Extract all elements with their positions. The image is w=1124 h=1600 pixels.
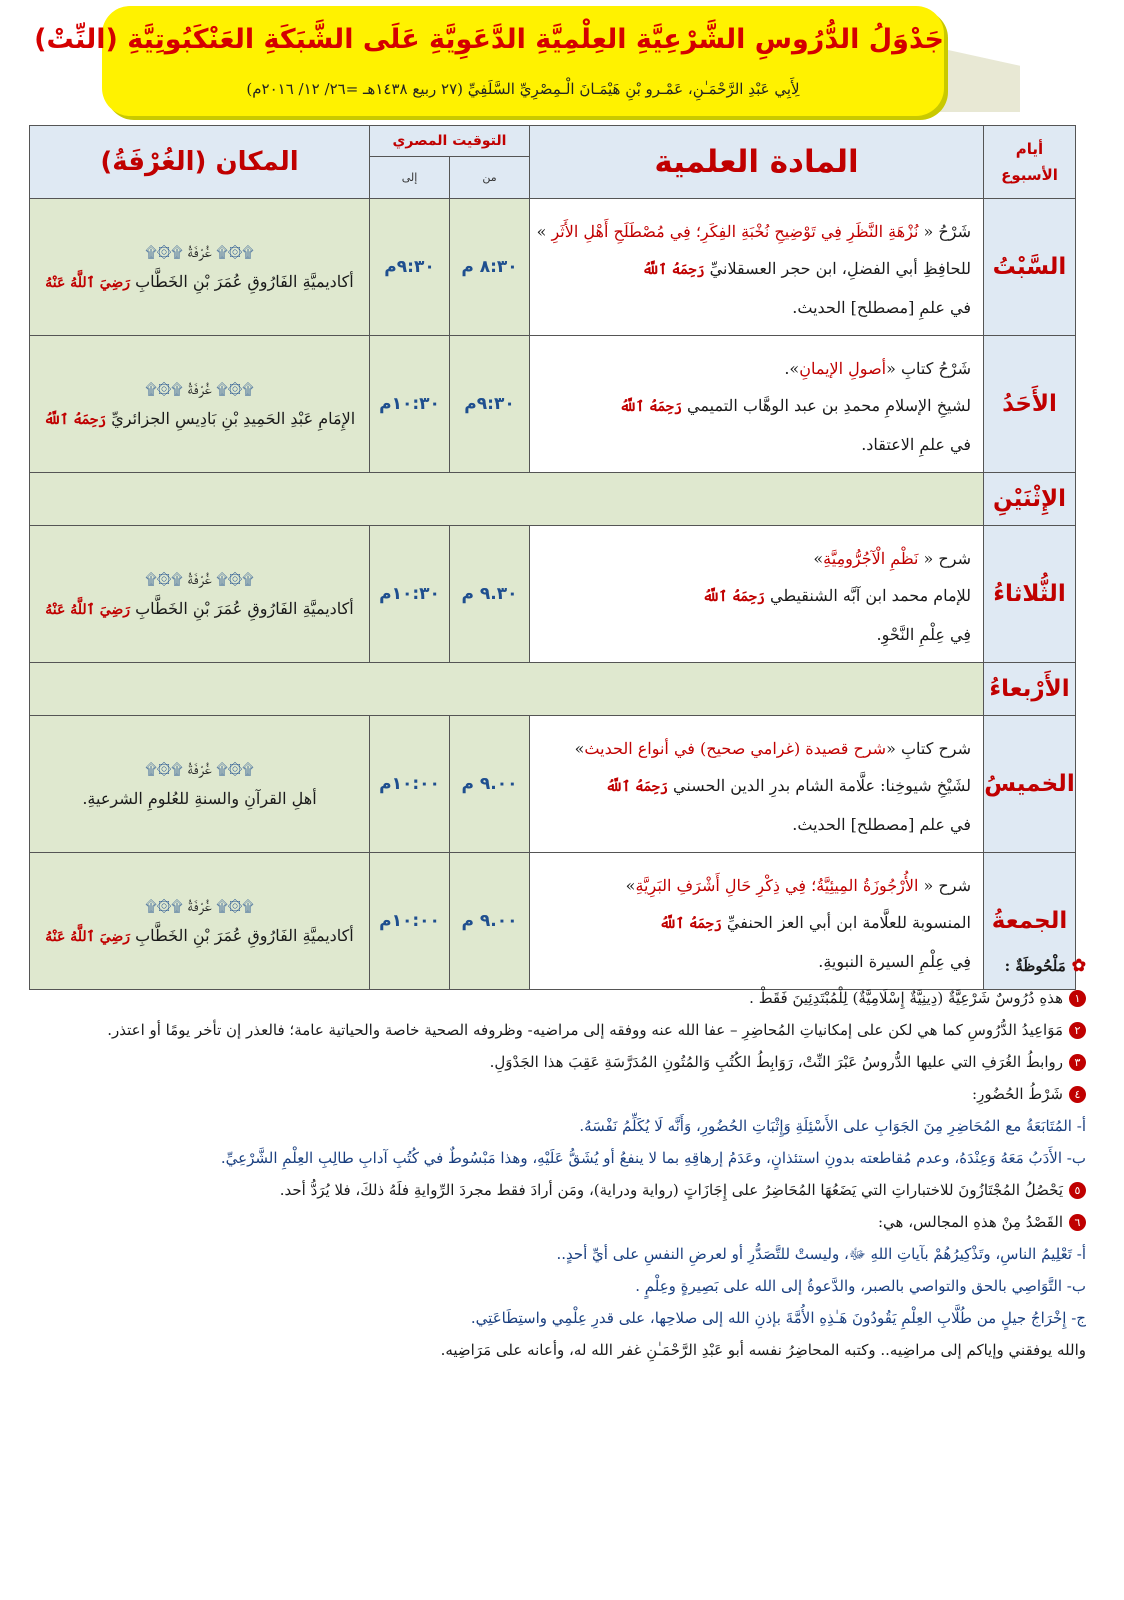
subject-line: [542, 250, 971, 289]
page-subtitle: لِأَبِي عَبْدِ الرَّحْمَـٰنِ، عَمْـرو بْنِ هَيْمَـانَ الْـمِصْرِيِّ السَّلَفِيِّ (٢٧ ربيع ١٤٣٨هـ =٢٦/ ١٢/ ٢٠١٦م): [246, 80, 800, 98]
subject-line: [542, 730, 971, 767]
note-number-badge: ٢: [1069, 1022, 1086, 1039]
subject-text: لشَيْخِ شيوخِنا: علَّامة الشام بدرِ الدين الحسني: [667, 775, 971, 795]
subject-line: [542, 387, 971, 426]
room-deco: ۩۞۩: [145, 896, 188, 915]
subject-line: [542, 426, 971, 463]
subject-text: شَرْحُ «: [918, 221, 971, 241]
page-title: جَدْوَلُ الدُّرُوسِ الشَّرْعِيَّةِ العِلْمِيَّةِ الدَّعَوِيَّةِ عَلَى الشَّبَكَةِ العَنْكَبُوتِيَّةِ (النِّتْ): [34, 24, 944, 55]
room-title: أهلِ القرآنِ والسنةِ للعُلومِ الشرعيةِ.: [82, 789, 317, 808]
note-subitem: [36, 1238, 1086, 1270]
book-title: نَظْمِ الْآجُرُّومِيَّةِ: [823, 548, 919, 568]
note-item: [36, 1014, 1086, 1046]
note-text: التَّوَاصِي بالحق والتواصي بالصبر، والدَّعوةُ إلى الله على بَصِيرةٍ وعِلْمٍ .: [635, 1277, 1063, 1295]
note-number-badge: ٤: [1069, 1086, 1086, 1103]
table-header-row: [30, 126, 1076, 157]
subject-text: في علمِ الاعتقاد.: [861, 434, 971, 454]
note-sub-marker: ج-: [1066, 1309, 1086, 1327]
honorific: رَضِيَ ٱللَّهُ عَنْهُ: [45, 928, 131, 945]
note-subitem: [36, 1302, 1086, 1334]
subject-text: شرح كتابِ «: [886, 738, 971, 758]
table-row: [30, 336, 1076, 473]
note-text: يَحْصُلُ المُجْتَازُونَ للاختباراتِ التي يَضَعُهَا المُحَاضِرُ على إِجَازَاتٍ (رواية ودراية)، ومَن أرادَ فقط مجردَ الرِّوايةِ فلَهُ ذلكَ، فلا يُرَدُّ أحد.: [279, 1181, 1063, 1199]
room-cell: [30, 199, 370, 336]
room-name: [30, 594, 369, 625]
header-days: [984, 126, 1076, 199]
subject-line: [536, 213, 971, 250]
time-to: ١٠:٣٠م: [370, 526, 450, 663]
note-item: [36, 1206, 1086, 1238]
honorific: رَحِمَهُ ٱللَّهُ: [43, 411, 107, 428]
subject-text: في علم [مصطلح] الحديث.: [792, 814, 971, 834]
subject-text: شرح «: [918, 875, 971, 895]
header-to: إلى: [370, 157, 450, 199]
room-cell: [30, 716, 370, 853]
note-text: القَصْدُ مِنْ هذهِ المجالس، هي:: [877, 1213, 1063, 1231]
day-cell: الثُّلاثاءُ: [984, 526, 1076, 663]
room-cell: [30, 526, 370, 663]
subject-line: [542, 867, 971, 904]
time-from: ٩.٣٠ م: [450, 526, 530, 663]
schedule-table: [29, 125, 1076, 990]
subject-text: ».: [784, 358, 800, 378]
subject-line: [542, 289, 971, 326]
time-to: ١٠:٠٠م: [370, 853, 450, 990]
note-subitem: [36, 1110, 1086, 1142]
room-name: [30, 267, 369, 298]
subject-text: »: [813, 548, 824, 568]
subject-text: للحافِظِ أبي الفضلِ، ابن حجر العسقلانيِّ: [704, 258, 971, 278]
subject-text: »: [625, 875, 636, 895]
header-days-line1: أيام: [1015, 140, 1044, 158]
subject-line: [542, 806, 971, 843]
note-sub-marker: ب-: [1062, 1149, 1086, 1167]
subject-text: »: [574, 738, 585, 758]
subject-text: فِي عِلْمِ السيرة النبويةِ.: [818, 951, 971, 971]
note-sub-marker: ب-: [1062, 1277, 1086, 1295]
room-deco: ۩۞۩: [145, 569, 188, 588]
room-deco: ۩۞۩: [145, 760, 188, 778]
honorific: رَحِمَهُ ٱللَّهُ: [619, 398, 682, 415]
day-cell: الأَرْبعاءُ: [984, 663, 1076, 716]
subject-text: في علمِ [مصطلح] الحديث.: [792, 297, 971, 317]
time-from: ٩.٠٠ م: [450, 716, 530, 853]
note-text: المُتَابَعَةُ مع المُحَاضِرِ مِنَ الجَوَابِ على الأَسْئِلَةِ وَإِثْبَاتِ الحُضُورِ، وَأَنَّه لَا يُكَلِّمُ نَفْسَهُ.: [579, 1117, 1072, 1135]
book-title: أصولِ الإيمانِ: [799, 358, 887, 378]
subject-text: شرح «: [918, 548, 971, 568]
room-title: أكاديميَّةِ الفَارُوقِ عُمَرَ بْنِ الخَطَّابِ: [130, 271, 354, 291]
room-tag: [30, 237, 369, 267]
room-name: [30, 404, 369, 435]
honorific: رَحِمَهُ ٱللَّهُ: [605, 778, 668, 795]
room-name: [30, 784, 369, 814]
subject-line: [542, 616, 971, 653]
subject-cell: [530, 336, 984, 473]
note-number-badge: ١: [1069, 990, 1086, 1007]
subject-line: [542, 540, 971, 577]
header-from: من: [450, 157, 530, 199]
note-item: [36, 1174, 1086, 1206]
header-subject: المادة العلمية: [530, 126, 984, 199]
notes-section: [36, 950, 1086, 1366]
book-title: نُزْهَةِ النَّظَرِ فِي تَوْضِيحِ نُخْبَةِ الفِكَرِ؛ فِي مُصْطَلَحِ أَهْلِ الأَثَرِ: [551, 221, 919, 241]
empty-cell: [30, 473, 984, 526]
honorific: رَضِيَ ٱللَّهُ عَنْهُ: [45, 601, 131, 618]
honorific: رَحِمَهُ ٱللَّهُ: [702, 588, 765, 605]
room-deco: ۩۞۩: [211, 242, 254, 261]
room-label: غُرْفَةُ: [187, 569, 212, 588]
room-deco: ۩۞۩: [211, 569, 254, 588]
note-item: [36, 982, 1086, 1014]
room-title: أكاديميَّةِ الفَارُوقِ عُمَرَ بْنِ الخَطَّابِ: [130, 598, 354, 618]
book-title: شرح قصيدة (غرامي صحيح) في أنواع الحديث: [584, 738, 887, 758]
room-title: الإِمَامِ عَبْدِ الحَمِيدِ بْنِ بَادِيسِ الجزائريِّ: [106, 408, 356, 428]
subject-text: شَرْحُ كتابِ «: [886, 358, 971, 378]
honorific: رَحِمَهُ ٱللَّهُ: [642, 261, 705, 278]
room-deco: ۩۞۩: [211, 760, 254, 778]
table-row: [30, 473, 1076, 526]
note-item: [36, 1046, 1086, 1078]
note-text: إِخْرَاجُ جيلٍ من طُلَّابِ العِلْمِ يَقُودُونَ هَـٰذِهِ الأُمَّةَ بإذنِ الله إلى صلاحِها، على قدرِ عِلْمِي واستِطَاعَتِي.: [470, 1309, 1067, 1327]
honorific: رَحِمَهُ ٱللَّهُ: [659, 915, 722, 932]
subject-cell: [530, 199, 984, 336]
room-deco: ۩۞۩: [211, 379, 254, 398]
note-text: تَعْلِيمُ الناسِ، وتَذْكِيرُهُمْ بآياتِ اللهِ ﷻ، وليستْ للتَّصَدُّرِ أو لعرضِ النفسِ على أيِّ أحدٍ..: [556, 1245, 1072, 1263]
room-tag: [30, 564, 369, 594]
table-row: [30, 526, 1076, 663]
note-text: روابطُ الغُرَفِ التي عليها الدُّروسُ عَبْرَ النِّتْ، رَوَابِطُ الكُتُبِ وَالمُتُونِ المُدَرَّسَةِ عَقِبَ هذا الجَدْوَلِ.: [489, 1053, 1063, 1071]
note-text: والله يوفقني وإياكم إلى مراضِيه.. وكتبه المحاضِرُ نفسه أبو عَبْدِ الرَّحْمَـٰنِ غفر الله له، وأعانه على مَرَاضِيه.: [440, 1341, 1086, 1359]
note-item: [36, 1078, 1086, 1110]
room-tag: [30, 891, 369, 921]
subject-text: المنسوبة للعلَّامة ابن أبي العز الحنفيِّ: [721, 912, 971, 932]
table-row: [30, 663, 1076, 716]
subject-cell: [530, 716, 984, 853]
time-to: ٩:٣٠م: [370, 199, 450, 336]
subject-text: فِي عِلْمِ النَّحْوِ.: [876, 624, 971, 644]
room-label: غُرْفَةُ: [187, 896, 212, 915]
note-subitem: [36, 1142, 1086, 1174]
note-sub-marker: أ-: [1071, 1245, 1086, 1263]
header-room: المكان (الغُرْفَةُ): [30, 126, 370, 199]
note-item: [36, 1334, 1086, 1366]
room-label: غُرْفَةُ: [187, 379, 212, 398]
time-from: ٩.٠٠ م: [450, 853, 530, 990]
time-from: ٨:٣٠ م: [450, 199, 530, 336]
time-to: ١٠:٣٠م: [370, 336, 450, 473]
room-tag: [30, 374, 369, 404]
room-tag: [30, 754, 369, 784]
note-sub-marker: أ-: [1071, 1117, 1086, 1135]
day-cell: الخميسُ: [984, 716, 1076, 853]
schedule-body: [30, 199, 1076, 990]
note-subitem: [36, 1270, 1086, 1302]
note-text: هذهِ دُرُوسٌ شَرْعِيَّةٌ (دِينِيَّةٌ إِسْلَامِيَّةٌ) لِلْمُبْتَدِئِينَ فَقَطْ .: [749, 989, 1063, 1007]
book-title: الأُرْجُوزَةُ المِيئِيَّةُ؛ فِي ذِكْرِ حَالِ أَشْرَفِ البَرِيَّةِ: [635, 875, 919, 895]
note-number-badge: ٣: [1069, 1054, 1086, 1071]
note-text: الأَدَبُ مَعَهُ وَعِنْدَهُ، وعدم مُقاطعته بدونِ استئذانٍ، وعَدَمُ إرهاقِهِ بما لا ينفعُ أو يُشَقُّ عَلَيْهِ، وهذا مَبْسُوطٌ في كُتُبِ آدابِ طالِبِ العِلْمِ الشَّرْعِيِّ.: [220, 1149, 1063, 1167]
subject-line: [542, 350, 971, 387]
header-banner: [34, 6, 944, 116]
note-number-badge: ٥: [1069, 1182, 1086, 1199]
header-timing: التوقيت المصري: [370, 126, 530, 157]
time-from: ٩:٣٠م: [450, 336, 530, 473]
room-name: [30, 921, 369, 952]
room-cell: [30, 336, 370, 473]
subject-line: [542, 767, 971, 806]
subject-line: [542, 904, 971, 943]
time-to: ١٠:٠٠م: [370, 716, 450, 853]
flower-icon: ✿: [1071, 956, 1086, 976]
room-label: غُرْفَةُ: [187, 242, 212, 261]
room-title: أكاديميَّةِ الفَارُوقِ عُمَرَ بْنِ الخَطَّابِ: [130, 925, 354, 945]
header-days-line2: الأسبوع: [1001, 166, 1058, 184]
note-text: شَرْطُ الحُضُورِ:: [972, 1085, 1063, 1103]
subject-text: للإمام محمد ابن آبَّه الشنقيطي: [764, 585, 971, 605]
day-cell: الأَحَدُ: [984, 336, 1076, 473]
table-row: [30, 716, 1076, 853]
day-cell: الإِثْنَيْنِ: [984, 473, 1076, 526]
day-cell: الجمعةُ: [984, 853, 1076, 990]
note-text: مَوَاعِيدُ الدُّرُوسِ كما هي لكن على إمكانياتِ المُحاضِرِ – عفا الله عنه ووفقه إلى مراضيه- وظروفه الصحية خاصة والحياتية عامة؛ فالعذر إن تأخر يومًا أو اعتذر.: [107, 1021, 1063, 1039]
notes-heading: ✿مَلْحُوظَةٌ :: [1004, 956, 1086, 976]
room-label: غُرْفَةُ: [187, 760, 212, 778]
subject-line: [542, 577, 971, 616]
room-deco: ۩۞۩: [145, 242, 188, 261]
note-number-badge: ٦: [1069, 1214, 1086, 1231]
subject-text: لشيخِ الإسلامِ محمدِ بن عبد الوهَّاب التميمي: [681, 395, 971, 415]
room-deco: ۩۞۩: [211, 896, 254, 915]
subject-text: »: [536, 221, 552, 241]
empty-cell: [30, 663, 984, 716]
room-deco: ۩۞۩: [145, 379, 188, 398]
table-row: [30, 199, 1076, 336]
subject-cell: [530, 526, 984, 663]
day-cell: السَّبْتُ: [984, 199, 1076, 336]
honorific: رَضِيَ ٱللَّهُ عَنْهُ: [45, 274, 131, 291]
